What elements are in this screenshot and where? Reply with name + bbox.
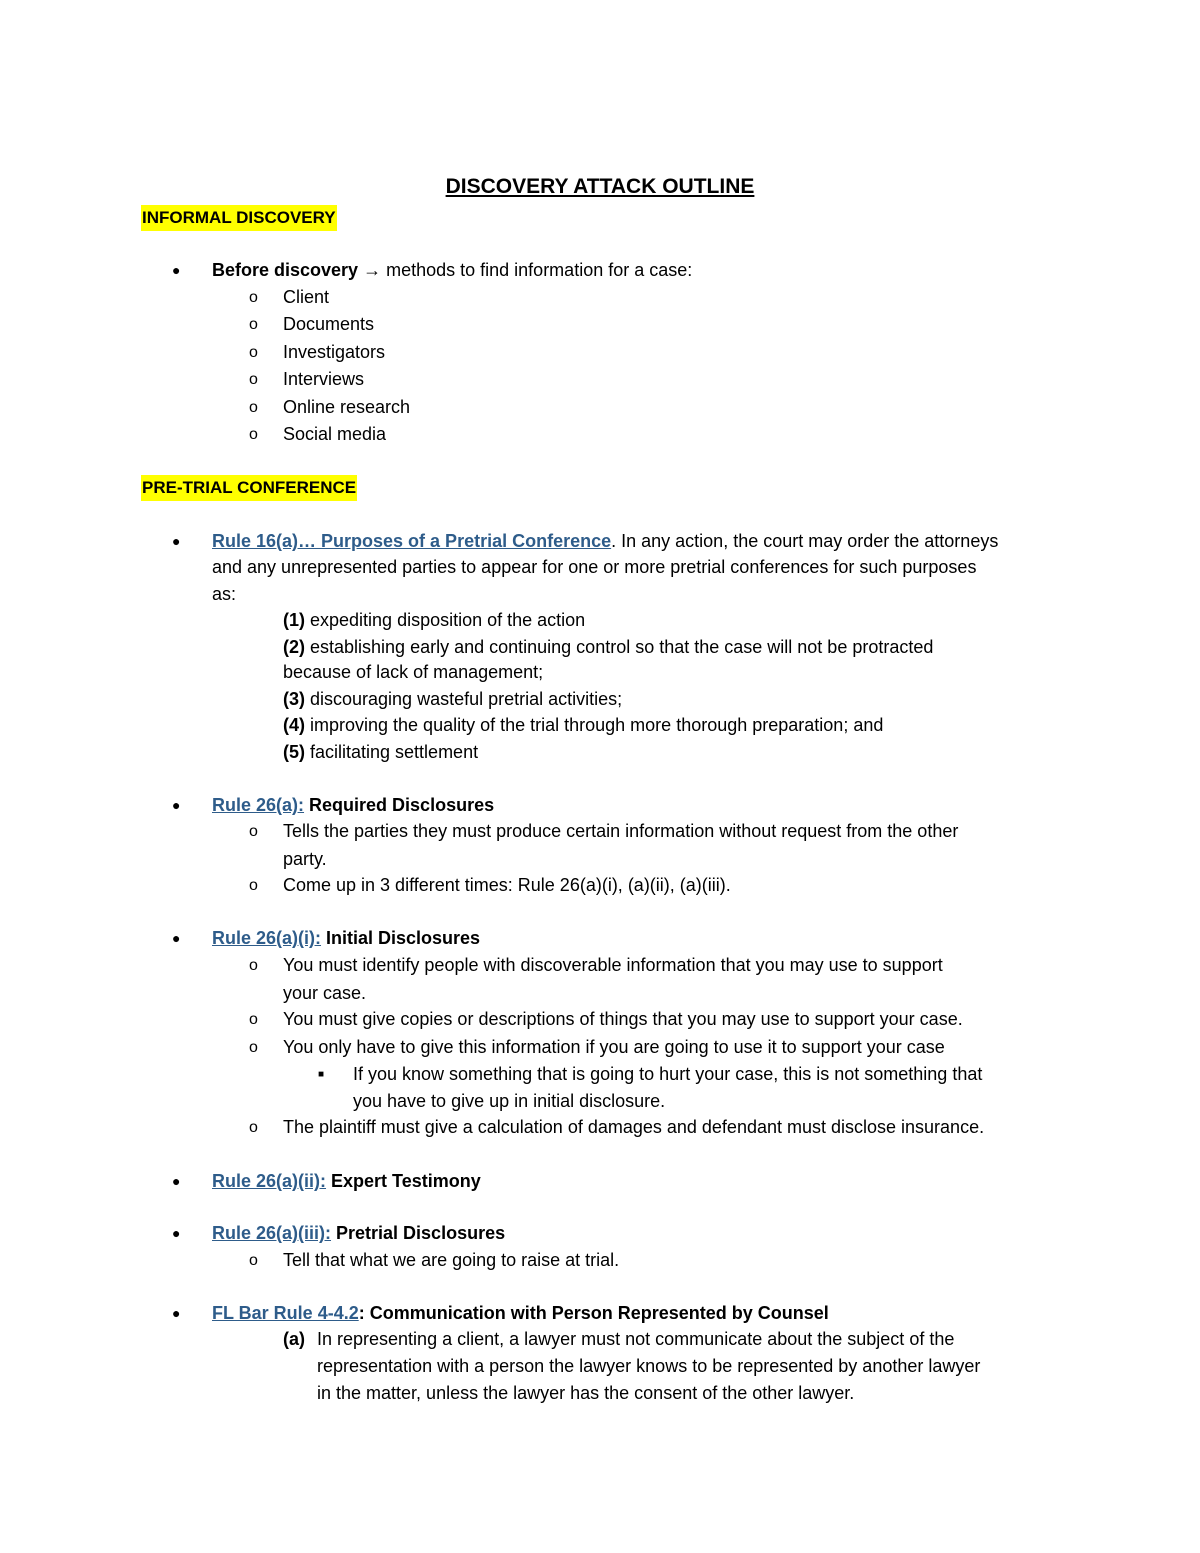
- list-item-continued: your case.: [283, 983, 367, 1003]
- flbar-text-line: In representing a client, a lawyer must not communicate about the subject of the: [317, 1329, 955, 1349]
- rule16-text: . In any action, the court may order the attorneys: [611, 531, 999, 551]
- bullet-icon: ●: [172, 930, 181, 946]
- rule26aiii-heading: [212, 1220, 505, 1247]
- bullet-icon: ●: [172, 1173, 181, 1189]
- list-item: Tells the parties they must produce certain information without request from the other: [283, 821, 959, 841]
- rule26aiii-title: Pretrial Disclosures: [331, 1223, 506, 1243]
- rule16-line-1: [212, 528, 998, 555]
- document-title: DISCOVERY ATTACK OUTLINE: [445, 175, 755, 198]
- list-item: Tell that what we are going to raise at trial.: [283, 1250, 620, 1270]
- list-item: You must identify people with discoverable information that you may use to support: [283, 955, 943, 975]
- square-bullet-icon: ■: [318, 1069, 325, 1080]
- circle-bullet-icon: o: [249, 1011, 258, 1028]
- purpose-number: (4): [283, 715, 305, 735]
- bullet-icon: ●: [172, 262, 181, 278]
- circle-bullet-icon: o: [249, 1252, 258, 1269]
- circle-bullet-icon: o: [249, 1039, 258, 1056]
- rule26aii-heading: [212, 1168, 481, 1195]
- list-item: Come up in 3 different times: Rule 26(a)(i), (a)(ii), (a)(iii).: [283, 875, 731, 895]
- subsection-label: (a): [283, 1329, 305, 1349]
- informal-intro-bold: Before discovery: [212, 260, 359, 280]
- rule26ai-title: Initial Disclosures: [321, 928, 481, 948]
- rule16-line-2: and any unrepresented parties to appear for one or more pretrial conferences for such purposes: [212, 557, 977, 577]
- purpose-text: expediting disposition of the action: [305, 610, 586, 630]
- purpose-item: [283, 739, 478, 766]
- list-item-continued: party.: [283, 849, 327, 869]
- circle-bullet-icon: o: [249, 344, 258, 361]
- list-item: Client: [283, 287, 330, 307]
- flbar-heading: [212, 1300, 829, 1327]
- purpose-text: discouraging wasteful pretrial activities;: [305, 689, 623, 709]
- rule26a-title: Required Disclosures: [304, 795, 495, 815]
- rule26aii-title: Expert Testimony: [326, 1171, 481, 1191]
- purpose-text: facilitating settlement: [305, 742, 479, 762]
- informal-intro-text: methods to find information for a case:: [381, 260, 693, 280]
- rule26a-link[interactable]: Rule 26(a):: [212, 795, 305, 815]
- list-item: Interviews: [283, 369, 365, 389]
- list-item: Social media: [283, 424, 387, 444]
- purpose-item: [283, 712, 883, 739]
- flbar-text-line: representation with a person the lawyer knows to be represented by another lawyer: [317, 1356, 981, 1376]
- circle-bullet-icon: o: [249, 1119, 258, 1136]
- rule26ai-heading: [212, 925, 480, 952]
- rule16-line-3: as:: [212, 584, 237, 604]
- purpose-number: (2): [283, 637, 305, 657]
- list-item: Investigators: [283, 342, 386, 362]
- arrow-icon: →: [363, 260, 382, 280]
- rule26aiii-link[interactable]: Rule 26(a)(iii):: [212, 1223, 332, 1243]
- flbar-text-line: in the matter, unless the lawyer has the consent of the other lawyer.: [317, 1383, 855, 1403]
- section-heading-informal-discovery: INFORMAL DISCOVERY: [141, 205, 337, 231]
- purpose-number: (5): [283, 742, 305, 762]
- sub-list-item-continued: you have to give up in initial disclosure.: [353, 1091, 666, 1111]
- purpose-text: establishing early and continuing control so that the case will not be protracted: [305, 637, 934, 657]
- bullet-icon: ●: [172, 1225, 181, 1241]
- informal-intro: [212, 257, 692, 284]
- bullet-icon: ●: [172, 533, 181, 549]
- circle-bullet-icon: o: [249, 316, 258, 333]
- purpose-item-continued: [283, 659, 543, 686]
- list-item: You must give copies or descriptions of things that you may use to support your case.: [283, 1009, 963, 1029]
- bullet-icon: ●: [172, 1305, 181, 1321]
- rule26ai-link[interactable]: Rule 26(a)(i):: [212, 928, 322, 948]
- rule26a-heading: [212, 792, 494, 819]
- circle-bullet-icon: o: [249, 957, 258, 974]
- rule16-link[interactable]: Rule 16(a)… Purposes of a Pretrial Conference: [212, 531, 612, 551]
- purpose-number: (3): [283, 689, 305, 709]
- sub-list-item: If you know something that is going to hurt your case, this is not something that: [353, 1064, 983, 1084]
- list-item: Online research: [283, 397, 411, 417]
- bullet-icon: ●: [172, 797, 181, 813]
- circle-bullet-icon: o: [249, 877, 258, 894]
- purpose-item: [283, 634, 933, 661]
- rule26aii-link[interactable]: Rule 26(a)(ii):: [212, 1171, 327, 1191]
- purpose-number: (1): [283, 610, 305, 630]
- purpose-text: because of lack of management;: [283, 662, 544, 682]
- flbar-link[interactable]: FL Bar Rule 4-4.2: [212, 1303, 359, 1323]
- list-item: Documents: [283, 314, 375, 334]
- section-heading-pretrial-conference: PRE-TRIAL CONFERENCE: [141, 475, 357, 501]
- circle-bullet-icon: o: [249, 823, 258, 840]
- flbar-title: : Communication with Person Represented by Counsel: [358, 1303, 829, 1323]
- circle-bullet-icon: o: [249, 289, 258, 306]
- list-item: You only have to give this information if you are going to use it to support your case: [283, 1037, 945, 1057]
- circle-bullet-icon: o: [249, 426, 258, 443]
- circle-bullet-icon: o: [249, 371, 258, 388]
- circle-bullet-icon: o: [249, 399, 258, 416]
- purpose-item: [283, 686, 622, 713]
- list-item: The plaintiff must give a calculation of damages and defendant must disclose insurance.: [283, 1117, 985, 1137]
- purpose-item: [283, 607, 585, 634]
- purpose-text: improving the quality of the trial through more thorough preparation; and: [305, 715, 884, 735]
